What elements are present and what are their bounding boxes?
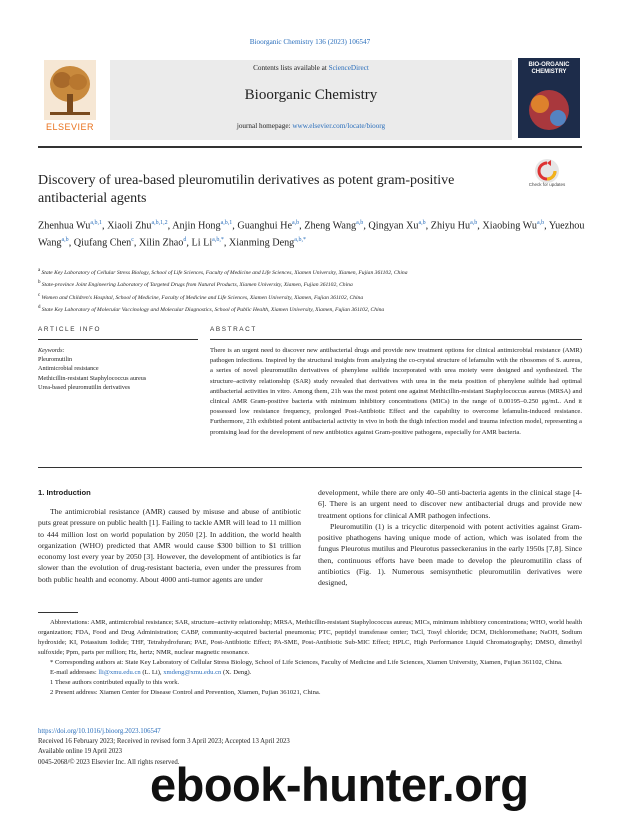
intro-left-paragraph: The antimicrobial resistance (AMR) caused by misuse and abuse of antibiotic puts great pressure on public health [1]. Failing to tackle AMR will lead to 11 million to 444 million lost on world population by 2050 [2]. In addition, the world health organization (WHO) predicted that AMR would cause $300 billion to $1 trillion economy lost every year by 2050 [3]. However, the development of antibiotics is far slower than the evolution of drug-resistant bacteria, even under the pressures from both public health and economy. About 4000 anti-tumor agents are under (38, 507, 301, 584)
author-marks: a,b (536, 220, 545, 226)
author-name: Xilin Zhao (138, 237, 184, 249)
cover-title: BIO-ORGANIC CHEMISTRY (528, 62, 570, 75)
author-name: Yuezhou Wang (38, 220, 585, 249)
affiliations (38, 266, 586, 316)
email-note (38, 668, 582, 678)
watermark: ebook-hunter.org (150, 758, 529, 811)
author-name: Zhiyu Hu (430, 220, 471, 232)
present-address-note: 2 Present address: Xiamen Center for Disease Control and Prevention, Xiamen, Fujian 361021, China. (50, 689, 321, 696)
author-marks: a,b,1 (90, 220, 102, 226)
check-updates-label: Check for updates (528, 182, 566, 187)
affiliation-letter: b (38, 280, 42, 286)
keyword-item: Methicillin-resistant Staphylococcus aureus (38, 374, 147, 382)
contents-line (110, 64, 512, 72)
contents-prefix: Contents lists available at (253, 64, 329, 72)
elsevier-logo (38, 58, 102, 134)
article-info-heading: ARTICLE INFO (38, 326, 102, 333)
keywords-label: Keywords: (38, 347, 65, 354)
author-name: Li Li (191, 237, 213, 249)
corresponding-author-note: * Corresponding authors at: State Key Laboratory of Cellular Stress Biology, School of Life Sciences, Faculty of Medicine and Life Sciences, Xiamen University, Xiamen, Fujian 361102, China. (50, 659, 563, 666)
author-name: Xiaoli Zhu (107, 220, 152, 232)
journal-title: Bioorganic Chemistry (244, 87, 378, 103)
homepage-link[interactable]: www.elsevier.com/locate/bioorg (292, 122, 386, 130)
available-online: Available online 19 April 2023 (38, 748, 123, 756)
author-marks: a,b (470, 220, 478, 226)
copyright: 0045-2068/© 2023 Elsevier Inc. All rights reserved. (38, 758, 180, 766)
author-marks: a,b (61, 237, 69, 244)
keyword-item: Urea-based pleuromutilin derivatives (38, 383, 131, 391)
author-name: Qiufang Chen (73, 237, 132, 249)
journal-banner (110, 60, 512, 140)
email-label: E-mail addresses: (50, 669, 99, 676)
author-name: Guanghui He (237, 220, 292, 232)
affiliation-line (38, 303, 586, 315)
intro-right-column (318, 487, 582, 589)
affiliation-letter: c (38, 292, 42, 298)
article-info-divider (38, 339, 198, 340)
author-name: Xiaobing Wu (482, 220, 537, 232)
affiliation-line (38, 266, 586, 278)
email-owner: (L. Li), (140, 669, 164, 676)
cover-graphic-icon (518, 78, 580, 138)
homepage-line (110, 122, 512, 130)
elsevier-tree-icon (44, 60, 96, 120)
abbreviations-note: Abbreviations: AMR, antimicrobial resistance; SAR, structure–activity relationship; MRSA, Methicillin-resistant Staphylococcus aureus; MICs, minimum inhibitory concentrations; WHO, world health organization; FDA, Food and Drug Administration; CABP, community-acquired bacterial pneumonia; PTC, peptidyl transferase center; TsCl, Tosyl chloride; DCM, Dichloromethane; NaOH, Sodium hydroxide; KI, Potassium Iodide; THF, Tetrahydrofuran; PAE, Post-Antibiotic Effect; PA-SME, Post-Antibiotic Sub-MIC Effect; HPLC, High Performance Liquid Chromatography; DMSO, dimethyl sulfoxide; Ppm, parts per million; Hz, hertz; NMR, nuclear magnetic resonance. (38, 619, 582, 656)
paper-title: Discovery of urea-based pleuromutilin derivatives as potent gram-positive antibacterial agents (38, 173, 455, 206)
elsevier-wordmark: ELSEVIER (45, 122, 95, 132)
abstract-text: There is an urgent need to discover new antibacterial drugs and provide new treatment options for clinical antimicrobial resistance (AMR) pathogen infections. Inspired by the structural insights from analyzing the co-crystal structure of lefamulin with the ribosomes of S. aureus, a series of novel pleuromutilin derivatives of phenylene sulfide incorporated with urea moiety were designed and synthesized. The structure–activity relationship (SAR) study revealed that derivatives with urea in the meta position of phenylene sulfide had optimal antibacterial activities in vitro. Among them, 21h was the most potent one against Methicillin-resistant Staphylococcus aureus (MRSA) and clinical AMR Gram-positive bacteria with minimum inhibitory concentrations (MICs) in the range of 0.00195–0.250 μg/mL. And it possessed low resistance frequency, prolonged Post-Antibiotic Effect and the capability to overcome lefamulin-induced resistance. Furthermore, 21h exhibited potent antibacterial activity in vivo in both the thigh infection model and trauma infection model, representing a promising lead for the development of new antibiotics against Gram-positive pathogens, especially for AMR bacteria. (210, 347, 582, 436)
author-marks: a,b (356, 220, 364, 226)
footnote-divider (38, 612, 78, 613)
abstract-divider (210, 339, 582, 340)
author-marks: a,b (291, 220, 300, 226)
intro-right-paragraph: Pleuromutilin (1) is a tricyclic diterpenoid with potent activities against Gram-positive phathogens having unique mode of action, which was isolated from the fungus Pleurotus mutilus and Pleurotus passeckeranius in the early 1950s [7,8]. Since then, continuous efforts have been made to develop the pleuromutilin class of antibiotics (Fig. 1). Numerous semisynthetic pleuromutilin derivatives were designed, (318, 521, 582, 588)
author-marks: a,b (418, 220, 426, 226)
check-for-updates-button[interactable] (524, 158, 570, 192)
footnotes (38, 618, 582, 698)
affiliation-letter: d (38, 305, 42, 311)
sciencedirect-link[interactable]: ScienceDirect (328, 64, 369, 72)
author-marks: c (131, 237, 134, 244)
received-dates: Received 16 February 2023; Received in revised form 3 April 2023; Accepted 13 April 2023 (38, 738, 290, 746)
homepage-prefix: journal homepage: (236, 122, 293, 130)
author-name: Zheng Wang (304, 220, 357, 232)
email-link[interactable]: xmdeng@xmu.edu.cn (163, 669, 222, 676)
equal-contribution-note: 1 These authors contributed equally to this work. (50, 679, 180, 686)
author-marks: d (183, 237, 187, 244)
affiliation-text: State-province Joint Engineering Laboratory of Targeted Drugs from Natural Products, Xiamen University, Xiamen, Fujian 361102, China (41, 282, 353, 289)
author-name: Xianming Deng (228, 237, 295, 249)
author-name: Zhenhua Wu (38, 220, 91, 232)
affiliation-line (38, 291, 586, 303)
affiliation-letter: a (38, 268, 42, 273)
keywords-block (38, 346, 198, 392)
journal-cover-image (518, 58, 580, 138)
journal-reference[interactable]: Bioorganic Chemistry 136 (2023) 106547 (249, 38, 371, 46)
intro-right-paragraph: development, while there are only 40–50 anti-bacteria agents in the clinical stage [4-6]. There is an urgent need to discover new antibacterial drugs and provide new treatment options for clinical AMR pathogen infections. (318, 488, 582, 520)
author-marks: a,b,1,2 (151, 220, 168, 226)
affiliation-text: State Key Laboratory of Molecular Vaccinology and Molecular Diagnostics, School of Public Health, Xiamen University, Xiamen, Fujian 361102, China (41, 307, 385, 314)
doi-link[interactable]: https://doi.org/10.1016/j.bioorg.2023.106547 (38, 728, 161, 735)
keyword-item: Pleuromutilin (38, 356, 73, 364)
author-list: Zhenhua Wu$^{a,b,1}$, Xiaoli Zhu$^{a,b,1,2}$, Anjin Hong$^{a,b,1}$, Guanghui He$^{a,b}$, Zheng Wang$^{a,b}$, Qingyan Xu$^{a,b}$, Zhiyu Hu$^{a,b}$, Xiaobing Wu$^{a,b}$, Yuezhou Wang$^{a,b}$, Qiufang Chen$^c$, Xilin Zhao$^d$, Li $Li^{a,b,*}$, Xianming Deng$^{a,b,*}$ (38, 220, 585, 249)
affiliation-text: Women and Children's Hospital, School of Medicine, Faculty of Medicine and Life Sciences, Xiamen University, Xiamen, Fujian 361102, China (41, 294, 364, 301)
header-divider (38, 146, 582, 148)
affiliation-line (38, 278, 586, 290)
introduction-heading: 1. Introduction (38, 488, 91, 497)
author-name: Anjin Hong (172, 220, 221, 232)
author-name: Qingyan Xu (368, 220, 419, 232)
author-marks: a,b,1 (220, 220, 233, 226)
affiliation-text: State Key Laboratory of Cellular Stress Biology, School of Life Sciences, Faculty of Medicine and Life Sciences, Xiamen University, Xiamen, Fujian 361102, China (41, 269, 408, 276)
author-marks: a,b,* (294, 237, 306, 244)
email-link[interactable]: lli@xmu.edu.cn (98, 669, 141, 676)
abstract-heading: ABSTRACT (210, 326, 257, 333)
author-marks: a,b,* (212, 237, 224, 244)
abstract-bottom-divider (38, 467, 582, 468)
keyword-item: Antimicrobial resistance (38, 365, 99, 373)
email-owner: (X. Deng). (221, 669, 252, 676)
